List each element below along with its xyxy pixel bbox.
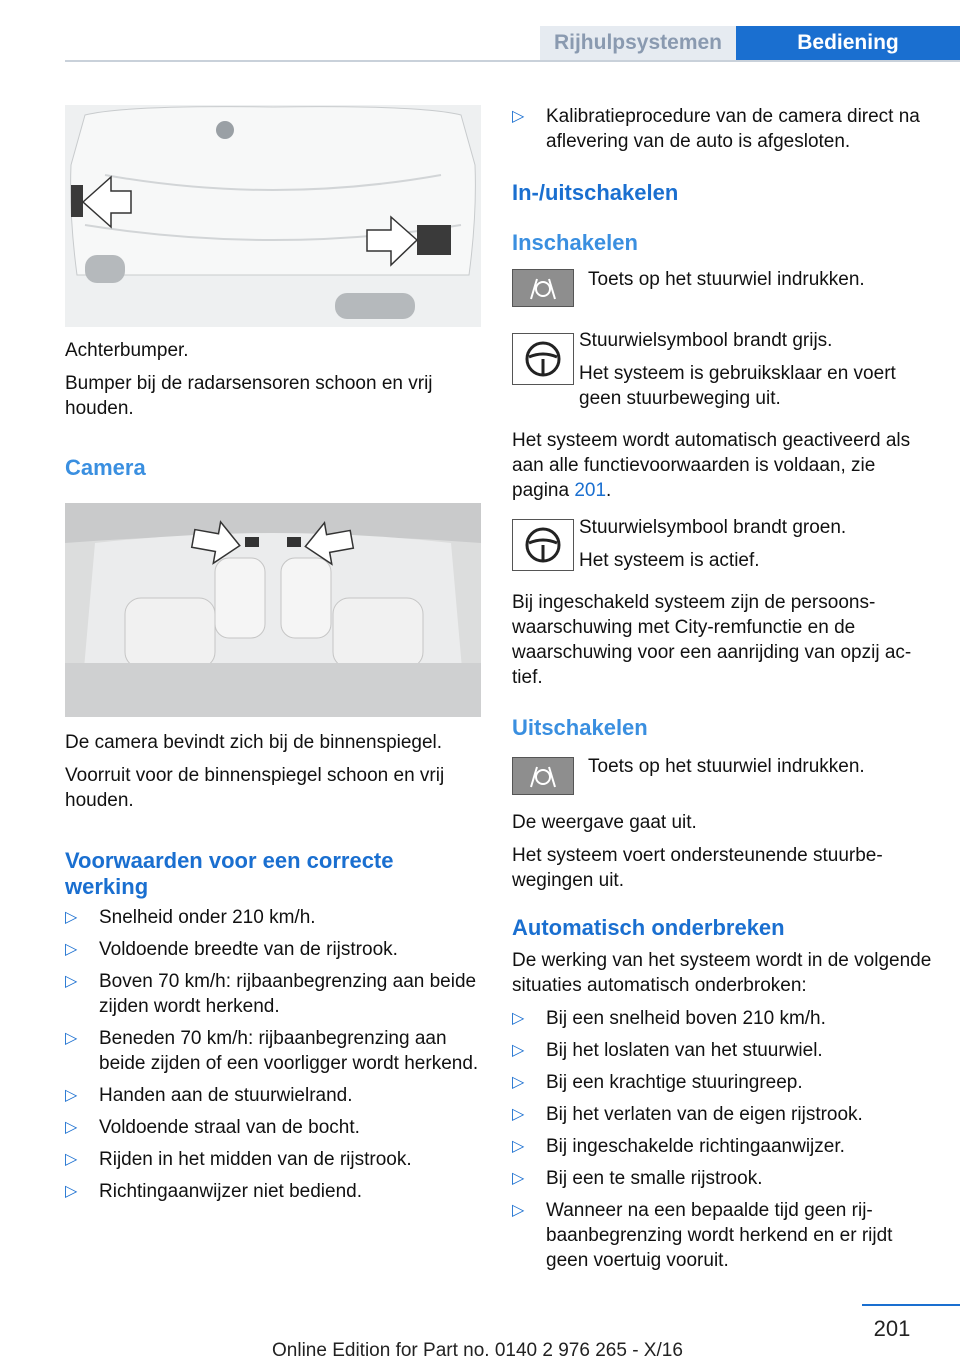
footer-rule (862, 1304, 960, 1306)
camera-heading: Camera (65, 455, 146, 480)
list-item: ▷ Snelheid onder 210 km/h. (65, 907, 316, 928)
supporting-moves-text: Het systeem voert ondersteunende stuurbewegingen uit. (512, 845, 883, 891)
list-item: ▷ Bij het loslaten van het stuurwiel. (512, 1040, 823, 1061)
triangle-bullet-icon: ▷ (65, 1151, 78, 1168)
press-button-text-on: Toets op het stuurwiel indrukken. (588, 269, 865, 290)
caption-windscreen-clean: Voorruit voor de binnenspiegel schoon en vrij houden. (65, 765, 445, 811)
steering-wheel-grey-icon (512, 333, 574, 385)
off-heading: Uitschakelen (512, 715, 648, 740)
page-link[interactable]: 201 (574, 480, 607, 501)
triangle-bullet-icon: ▷ (65, 1183, 78, 1200)
interrupt-heading: Automatisch onderbreken (512, 915, 785, 940)
triangle-bullet-icon: ▷ (512, 1042, 525, 1059)
list-item: ▷ Bij een krachtige stuuringreep. (512, 1072, 803, 1093)
list-item: ▷ Voldoende breedte van de rijstrook. (65, 939, 398, 960)
lane-assist-button-icon (512, 269, 574, 307)
header-rule (65, 60, 960, 62)
page-number: 201 (873, 1316, 911, 1341)
persons-warning-text: Bij ingeschakeld systeem zijn de persoonswaarschuwing met City-remfunctie en de waarschuwing voor een aanrijding van opzij actief. (512, 592, 912, 688)
triangle-bullet-icon: ▷ (65, 941, 78, 958)
on-heading: Inschakelen (512, 230, 638, 255)
list-item: ▷ Kalibratieprocedure van de camera direct na aflevering van de auto is afgesloten. (512, 106, 920, 152)
triangle-bullet-icon: ▷ (512, 1010, 525, 1027)
list-item: ▷ Voldoende straal van de bocht. (65, 1117, 360, 1138)
conditions-list (65, 905, 481, 1204)
triangle-bullet-icon: ▷ (512, 1106, 525, 1123)
triangle-bullet-icon: ▷ (512, 1074, 525, 1091)
interrupt-list (512, 1006, 932, 1273)
ready-text: Het systeem is gebruiksklaar en voert geen stuurbeweging uit. (579, 363, 896, 409)
list-item: ▷ Bij een snelheid boven 210 km/h. (512, 1008, 826, 1029)
active-text: Het systeem is actief. (579, 550, 760, 571)
interior-camera-image (65, 503, 481, 717)
triangle-bullet-icon: ▷ (512, 1170, 525, 1187)
conditions-heading: Voorwaarden voor een correcte werking (65, 848, 394, 899)
rear-bumper-image (65, 105, 481, 327)
caption-camera-location: De camera bevindt zich bij de binnenspiegel. (65, 732, 443, 753)
onoff-heading: In-/uitschakelen (512, 180, 679, 205)
green-symbol-text: Stuurwielsymbool brandt groen. (579, 517, 847, 538)
auto-activate-text: Het systeem wordt automatisch geactiveerd als aan alle functievoorwaarden is voldaan, zie pagina 201. (512, 430, 911, 501)
grey-symbol-text: Stuurwielsymbool brandt grijs. (579, 330, 833, 351)
list-item: ▷ Richtingaanwijzer niet bediend. (65, 1181, 362, 1202)
press-button-text-off: Toets op het stuurwiel indrukken. (588, 756, 865, 777)
lane-assist-button-icon (512, 757, 574, 795)
triangle-bullet-icon: ▷ (65, 909, 78, 926)
triangle-bullet-icon: ▷ (512, 1202, 525, 1219)
triangle-bullet-icon: ▷ (512, 1138, 525, 1155)
section-tab: Rijhulpsystemen (540, 26, 736, 60)
list-item: ▷ Beneden 70 km/h: rijbaanbegrenzing aan beide zijden of een voorligger wordt herkend. (65, 1028, 479, 1074)
calibration-list (512, 104, 932, 154)
triangle-bullet-icon: ▷ (65, 1087, 78, 1104)
list-item: ▷ Rijden in het midden van de rijstrook. (65, 1149, 412, 1170)
triangle-bullet-icon: ▷ (65, 1119, 78, 1136)
triangle-bullet-icon: ▷ (65, 973, 78, 990)
interrupt-intro: De werking van het systeem wordt in de volgende situaties automatisch onderbroken: (512, 950, 932, 996)
list-item: ▷ Boven 70 km/h: rijbaanbegrenzing aan beide zijden wordt herkend. (65, 971, 477, 1017)
list-item: ▷ Bij het verlaten van de eigen rijstrook. (512, 1104, 863, 1125)
caption-rear-bumper: Achterbumper. (65, 340, 189, 361)
steering-wheel-green-icon (512, 519, 574, 571)
list-item: ▷ Wanneer na een bepaalde tijd geen rijbaanbegrenzing wordt herkend en er rijdt geen voertuig vooruit. (512, 1200, 893, 1271)
triangle-bullet-icon: ▷ (65, 1030, 78, 1047)
edition-text: Online Edition for Part no. 0140 2 976 265 - X/16 (272, 1340, 683, 1361)
list-item: ▷ Bij een te smalle rijstrook. (512, 1168, 763, 1189)
triangle-bullet-icon: ▷ (512, 108, 525, 125)
list-item: ▷ Bij ingeschakelde richtingaanwijzer. (512, 1136, 845, 1157)
chapter-tab: Bediening (736, 26, 960, 62)
list-item: ▷ Handen aan de stuurwielrand. (65, 1085, 353, 1106)
display-off-text: De weergave gaat uit. (512, 812, 697, 833)
caption-bumper-clean: Bumper bij de radarsensoren schoon en vrij houden. (65, 373, 433, 419)
